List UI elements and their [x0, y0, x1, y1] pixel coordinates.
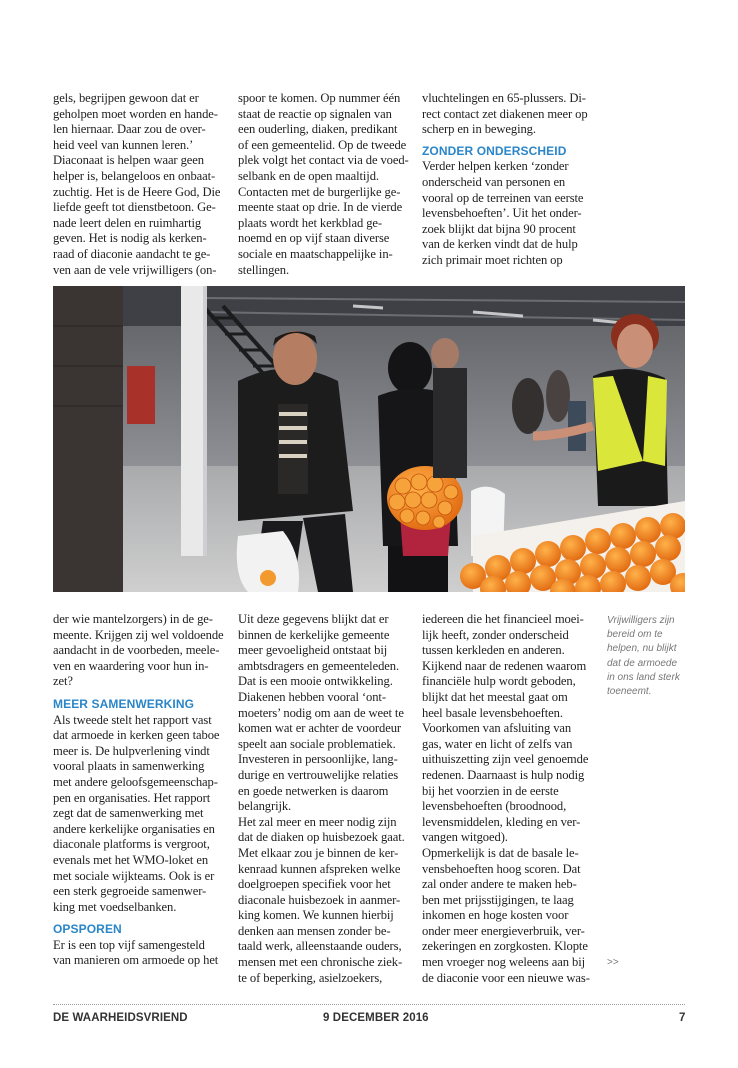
text-line: zich primair moet richten op — [422, 252, 563, 267]
section-heading-zonder-onderscheid: ZONDER ONDERSCHEID — [422, 143, 567, 158]
text-line: inkomen en hoge kosten voor — [422, 908, 569, 923]
photo-caption — [607, 614, 707, 699]
text-line: scherp en in beweging. — [422, 122, 536, 137]
top-column-2 — [238, 91, 410, 278]
text-line: ambtsdragers en gemeenteleden. — [238, 658, 399, 673]
text-line: Contacten met de burgerlijke ge- — [238, 184, 401, 199]
text-line: plek volgt het contact via de voed- — [238, 153, 409, 168]
text-line: zoek blijkt dat bijna 90 procent — [422, 221, 576, 236]
text-line: dat de diaken op huisbezoek gaat. — [238, 830, 405, 845]
text-line: Het zal meer en meer nodig zijn — [238, 814, 397, 829]
text-line: bij het voorzien in de eerste — [422, 783, 559, 798]
text-line: geholpen moet worden en hande- — [53, 106, 218, 121]
text-line: zet? — [53, 674, 73, 689]
text-line: andere kerkelijke organisaties en — [53, 821, 215, 836]
text-line: meente. Krijgen zij wel voldoende — [53, 627, 224, 642]
text-line: helper is, belangeloos en onbaat- — [53, 168, 216, 183]
text-line: gas, water en licht of zelfs van — [422, 736, 573, 751]
text-line: Investeren in persoonlijke, lang- — [238, 752, 398, 767]
text-line: heid veel van kunnen leren.’ — [53, 137, 194, 152]
text-line: iedereen die het financieel moei- — [422, 612, 584, 626]
text-line: Er is een top vijf samengesteld — [53, 937, 205, 952]
top-column-3 — [422, 91, 602, 269]
text-line: plaats wordt het kerkblad ge- — [238, 215, 382, 230]
top-column-1 — [53, 91, 225, 278]
text-line: van manieren om armoede op het — [53, 953, 219, 968]
caption-line: Vrijwilligers zijn — [607, 615, 675, 626]
text-line: zekeringen en zorgkosten. Klopte — [422, 939, 588, 954]
text-line: levensbehoeften (broodnood, — [422, 799, 567, 814]
text-line: een sterk gegroeide samenwer- — [53, 884, 207, 899]
text-line: meente staat op drie. In de vierde — [238, 200, 403, 215]
text-line: sociale en maatschappelijke in- — [238, 246, 393, 261]
text-line: komen wat er achter de voordeur — [238, 721, 401, 736]
text-line: doelgroepen specifiek voor het — [238, 877, 391, 892]
text-line: der wie mantelzorgers) in de ge- — [53, 612, 213, 626]
caption-line: toeneemt. — [607, 686, 652, 698]
text-line: rect contact zet diakenen meer op — [422, 106, 588, 121]
text-line: uithuiszetting zijn veel genoemde — [422, 752, 589, 767]
text-line: aandacht in de voorbeden, meele- — [53, 643, 220, 658]
text-line: Verder helpen kerken ‘zonder — [422, 159, 569, 174]
footer-date: 9 DECEMBER 2016 — [323, 1012, 429, 1024]
caption-line: bereid om te — [607, 629, 663, 641]
text-line: redenen. Daarnaast is hulp nodig — [422, 767, 585, 782]
text-line: zuchtig. Het is de Heere God, Die — [53, 184, 221, 199]
text-line: mensen met een chronische ziek- — [238, 955, 403, 970]
text-line: heel basale levensbehoeften. — [422, 705, 563, 720]
text-line: Diaconaat is helpen waar geen — [53, 153, 204, 168]
text-line: ven aan de vele vrijwilligers (on- — [53, 262, 217, 277]
text-line: geven. Het is nodig als kerken- — [53, 231, 207, 246]
text-line: len hiernaar. Daar zou de over- — [53, 122, 206, 137]
text-line: de diaconie voor een nieuwe was- — [422, 970, 590, 985]
text-line: spoor te komen. Op nummer één — [238, 91, 401, 105]
text-line: zegt dat de samenwerking met — [53, 806, 204, 821]
footer-divider — [53, 1004, 685, 1005]
text-line: diaconale platforms is vergroot, — [53, 837, 210, 852]
text-line: Met elkaar zou je binnen de ker- — [238, 845, 399, 860]
text-line: met andere geloofsgemeenschap- — [53, 774, 218, 789]
text-line: meer is. De hulpverlening vindt — [53, 743, 210, 758]
text-line: vooral plaats in samenwerking — [53, 759, 205, 774]
article-photo — [53, 286, 685, 592]
text-line: met sociale wijkteams. Ook is er — [53, 868, 215, 883]
footer-publication: DE WAARHEIDSVRIEND — [53, 1012, 188, 1024]
text-line: noemd en op vijf staan diverse — [238, 231, 390, 246]
text-line: durige en vertrouwelijke relaties — [238, 767, 399, 782]
text-line: Opmerkelijk is dat de basale le- — [422, 845, 579, 860]
text-line: pen en organisaties. Het rapport — [53, 790, 211, 805]
text-line: king met voedselbanken. — [53, 899, 177, 914]
text-line: vluchtelingen en 65-plussers. Di- — [422, 91, 586, 105]
text-line: king komen. We kunnen hierbij — [238, 908, 394, 923]
text-line: onderscheid van personen en — [422, 174, 566, 189]
text-line: een ouderling, diaken, predikant — [238, 122, 398, 137]
text-line: vangen witgoed). — [422, 830, 508, 845]
text-line: speelt aan sociale problematiek. — [238, 736, 396, 751]
text-line: van de kerken vindt dat de hulp — [422, 237, 578, 252]
text-line: ven en waardering voor hun in- — [53, 658, 209, 673]
text-line: meer gevoeligheid ontstaat bij — [238, 643, 388, 658]
text-line: belangrijk. — [238, 799, 292, 814]
text-line: kenraad kunnen afspreken welke — [238, 861, 401, 876]
text-line: Kijkend naar de redenen waarom — [422, 658, 587, 673]
text-line: ben met prijsstijgingen, te laag — [422, 892, 574, 907]
text-line: en goede netwerken is daarom — [238, 783, 389, 798]
text-line: diaconale huisbezoek in aanmer- — [238, 892, 401, 907]
text-line: evenals met het WMO-loket en — [53, 852, 209, 867]
text-line: tussen kerkleden en anderen. — [422, 643, 565, 658]
section-heading-opsporen: OPSPOREN — [53, 922, 122, 937]
bottom-column-1 — [53, 612, 228, 969]
text-line: nade leert delen en ruimhartig — [53, 215, 202, 230]
bottom-column-3 — [422, 612, 602, 986]
text-line: levensmiddelen, kleding en ver- — [422, 814, 581, 829]
text-line: vensbehoeften hoog scoren. Dat — [422, 861, 581, 876]
text-line: lijk heeft, zonder onderscheid — [422, 627, 569, 642]
text-line: blijkt dat het meestal gaat om — [422, 689, 568, 704]
text-line: Dat is een mooie ontwikkeling. — [238, 674, 393, 689]
text-line: liefde geeft tot dienstbetoon. Ge- — [53, 200, 216, 215]
bottom-column-2 — [238, 612, 410, 986]
text-line: taald werk, alleenstaande ouders, — [238, 939, 402, 954]
text-line: dat armoede in kerken geen taboe — [53, 728, 220, 743]
continued-marker: >> — [607, 957, 619, 968]
text-line: Diakenen hebben vooral ‘ont- — [238, 689, 386, 704]
text-line: men vroeger nog weleens aan bij — [422, 955, 586, 970]
text-line: zal onder andere te maken heb- — [422, 877, 577, 892]
text-line: staat de reactie op signalen van — [238, 106, 392, 121]
text-line: levensbehoeften’. Uit het onder- — [422, 206, 582, 221]
text-line: Voorkomen van afsluiting van — [422, 721, 572, 736]
caption-line: helpen, nu blijkt — [607, 643, 677, 655]
footer-page-number: 7 — [679, 1012, 686, 1024]
text-line: of een gemeentelid. Op de tweede — [238, 137, 407, 152]
text-line: raad of diaconie aandacht te ge- — [53, 246, 211, 261]
caption-line: dat de armoede — [607, 657, 678, 669]
text-line: moeters’ nodig om aan de weet te — [238, 705, 404, 720]
section-heading-meer-samenwerking: MEER SAMENWERKING — [53, 696, 195, 711]
text-line: vooral op de terreinen van eerste — [422, 190, 584, 205]
text-line: onder meer energieverbruik, ver- — [422, 923, 585, 938]
text-line: binnen de kerkelijke gemeente — [238, 627, 390, 642]
text-line: Als tweede stelt het rapport vast — [53, 712, 212, 727]
text-line: denken aan mensen zonder be- — [238, 923, 391, 938]
text-line: stellingen. — [238, 262, 290, 277]
text-line: gels, begrijpen gewoon dat er — [53, 91, 199, 105]
caption-line: in ons land sterk — [607, 671, 680, 683]
text-line: selbank en de open maaltijd. — [238, 168, 379, 183]
text-line: Uit deze gegevens blijkt dat er — [238, 612, 389, 626]
text-line: te of beperking, asielzoekers, — [238, 970, 383, 985]
text-line: financiële hulp wordt geboden, — [422, 674, 576, 689]
